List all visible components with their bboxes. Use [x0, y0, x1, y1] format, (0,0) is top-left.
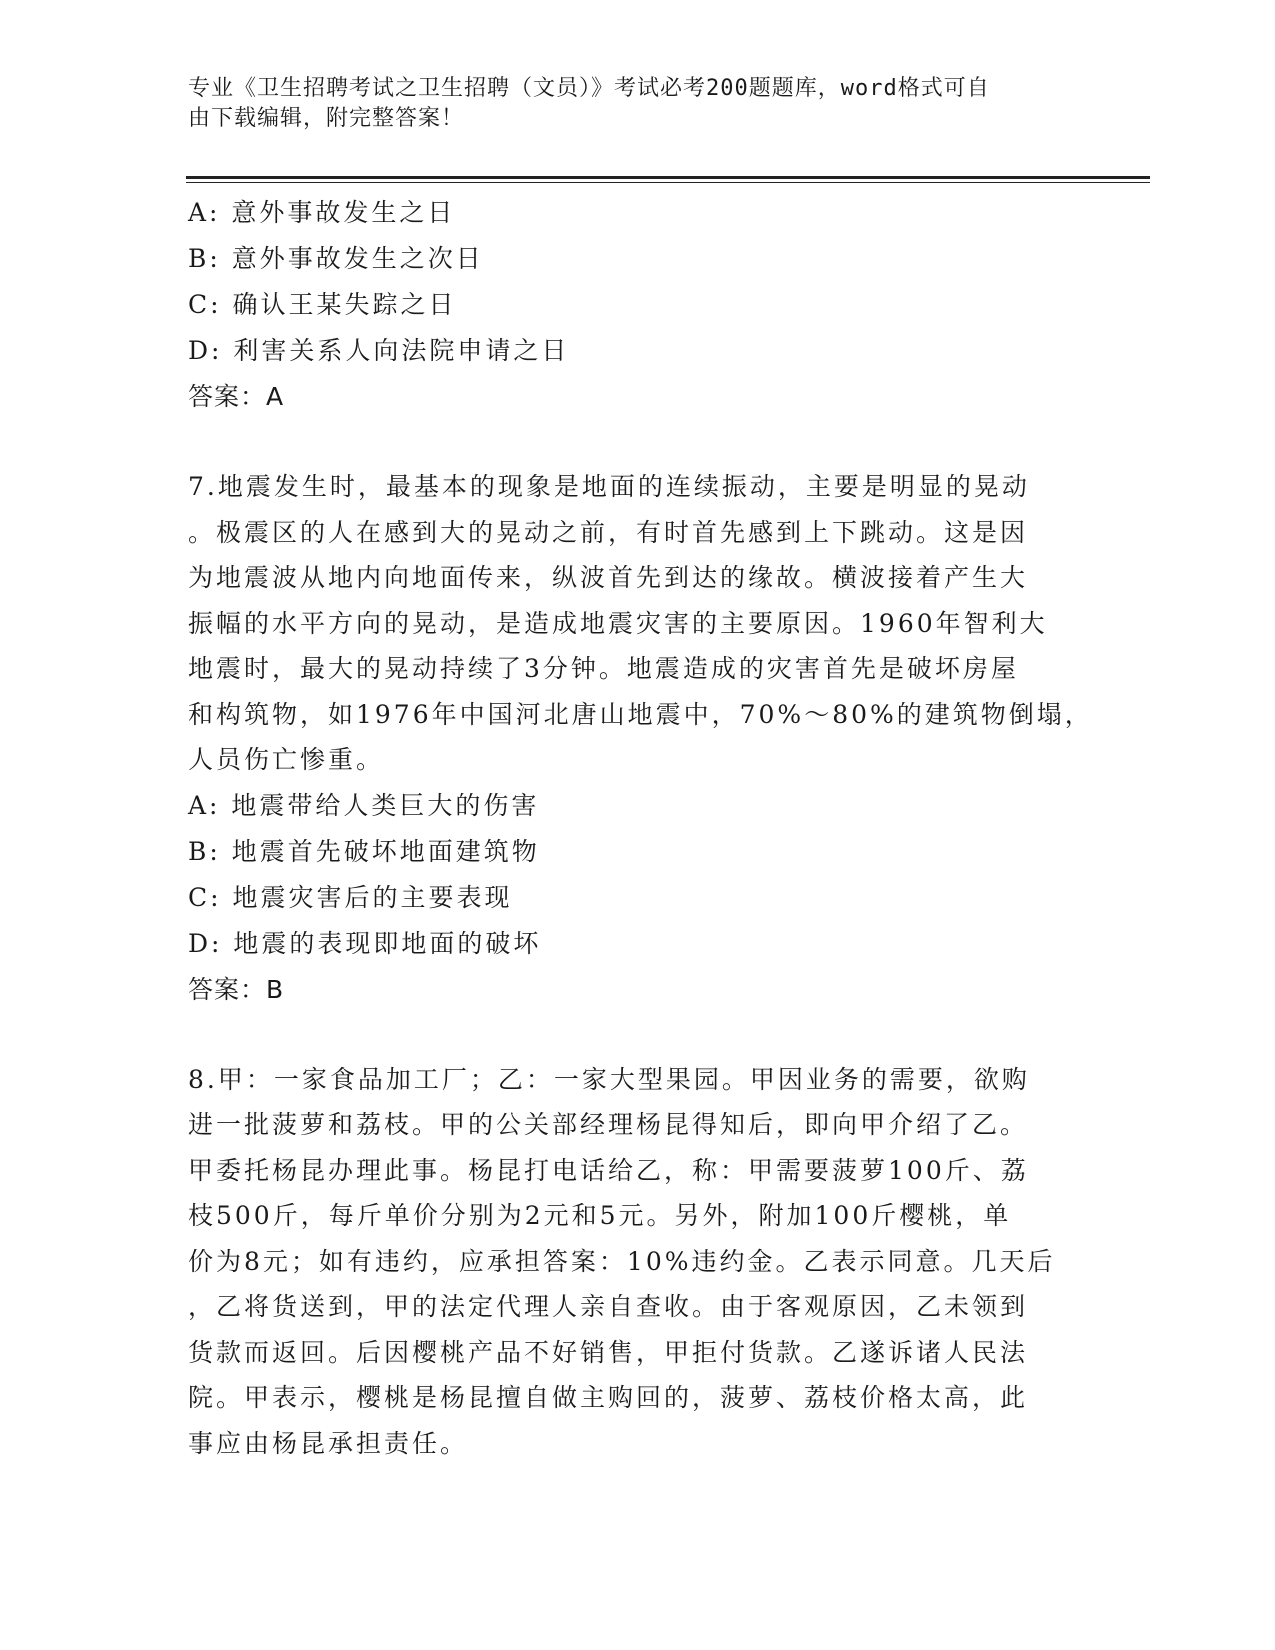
stem-line: 振幅的水平方向的晃动，是造成地震灾害的主要原因。1960年智利大	[188, 608, 1048, 638]
stem-line: ，乙将货送到，甲的法定代理人亲自查收。由于客观原因，乙未领到	[188, 1292, 1029, 1321]
stem-line: 为地震波从地内向地面传来，纵波首先到达的缘故。横波接着产生大	[188, 563, 1029, 592]
header-divider	[186, 176, 1150, 179]
question-7-stem	[188, 464, 1093, 783]
option-b: B: 意外事故发生之次日	[188, 244, 484, 273]
question-6-options	[188, 190, 1078, 374]
stem-line: 和构筑物，如1976年中国河北唐山地震中，70%～80%的建筑物倒塌，	[188, 699, 1093, 729]
stem-line: 8.甲：一家食品加工厂；乙：一家大型果园。甲因业务的需要，欲购	[188, 1064, 1030, 1094]
question-7-options	[188, 783, 1078, 967]
stem-line: 院。甲表示，樱桃是杨昆擅自做主购回的，菠萝、荔枝价格太高，此	[188, 1383, 1029, 1412]
option-b: B: 地震首先破坏地面建筑物	[188, 836, 540, 866]
question-8-stem	[188, 1057, 1078, 1467]
option-d: D: 地震的表现即地面的破坏	[188, 928, 542, 958]
header-line-1: 专业《卫生招聘考试之卫生招聘（文员）》考试必考200题题库，word格式可自	[188, 76, 990, 101]
stem-line: 价为8元；如有违约，应承担答案：10%违约金。乙表示同意。几天后	[188, 1246, 1056, 1276]
header-line-2: 由下载编辑，附完整答案！	[188, 106, 465, 131]
stem-line: 甲委托杨昆办理此事。杨昆打电话给乙，称：甲需要菠萝100斤、荔	[188, 1155, 1029, 1185]
question-7-answer: 答案：B	[188, 974, 285, 1004]
stem-line: 7.地震发生时，最基本的现象是地面的连续振动，主要是明显的晃动	[188, 472, 1030, 501]
document-body	[188, 190, 1093, 1466]
stem-line: 枝500斤，每斤单价分别为2元和5元。另外，附加100斤樱桃，单	[188, 1201, 1012, 1230]
option-c: C: 地震灾害后的主要表现	[188, 882, 513, 912]
stem-line: 事应由杨昆承担责任。	[188, 1428, 469, 1458]
option-c: C: 确认王某失踪之日	[188, 290, 457, 319]
question-8	[188, 1057, 1078, 1467]
option-d: D: 利害关系人向法院申请之日	[188, 336, 570, 365]
stem-line: 。极震区的人在感到大的晃动之前，有时首先感到上下跳动。这是因	[188, 517, 1029, 547]
question-7	[188, 464, 1093, 1013]
stem-line: 人员伤亡惨重。	[188, 745, 385, 774]
option-a: A: 地震带给人类巨大的伤害	[188, 790, 540, 820]
stem-line: 地震时，最大的晃动持续了3分钟。地震造成的灾害首先是破坏房屋	[188, 654, 1019, 683]
stem-line: 进一批菠萝和荔枝。甲的公关部经理杨昆得知后，即向甲介绍了乙。	[188, 1110, 1029, 1139]
option-a: A: 意外事故发生之日	[188, 198, 456, 227]
document-header	[188, 74, 1078, 134]
question-6-answer: 答案：A	[188, 382, 285, 411]
stem-line: 货款而返回。后因樱桃产品不好销售，甲拒付货款。乙遂诉诸人民法	[188, 1337, 1029, 1367]
